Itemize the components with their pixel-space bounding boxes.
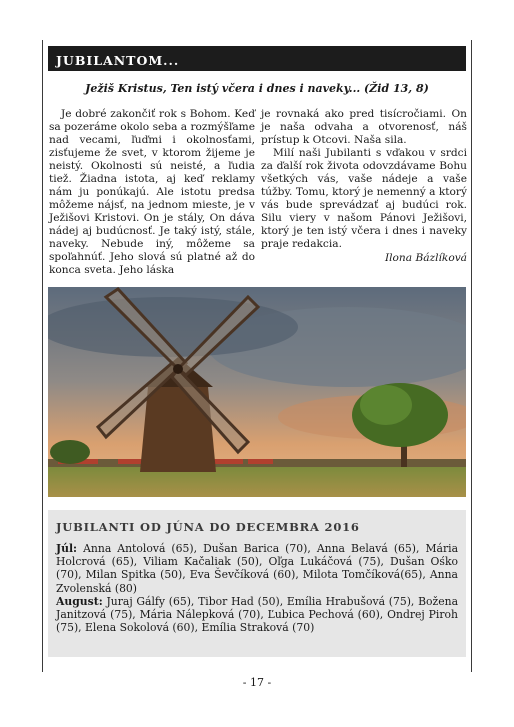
section-header: [48, 46, 466, 71]
bible-quote: Ježiš Kristus, Ten istý včera i dnes i naveky... (Žid 13, 8): [85, 82, 429, 95]
article-paragraph: Milí naši Jubilanti s vďakou v srdci za ďalší rok života odovzdávame Bohu všetkých vás, vaše nádeje a vaše túžby. Tomu, ktorý je nemenný a ktorý vás bude sprevádzať aj budúci rok. Silu viery v našom Pánovi Ježišovi, ktorý je ten istý včera i dnes i naveky praje redakcia.: [261, 147, 467, 250]
article-paragraph: je rovnaká ako pred tisícročiami. On je naša odvaha a otvorenosť, náš prístup k Otcovi. Naša sila.: [261, 108, 467, 146]
article-column-right: [261, 108, 467, 265]
page-number: - 17 -: [242, 676, 272, 689]
jubilants-box: [48, 510, 466, 657]
right-rule: [471, 40, 472, 672]
windmill-photo: [48, 287, 466, 497]
left-rule: [42, 40, 43, 672]
jubilants-title: JUBILANTI OD JÚNA DO DECEMBRA 2016: [56, 520, 360, 534]
section-title: JUBILANTOM...: [56, 53, 180, 68]
july-jubilants: Anna Antolová (65), Dušan Barica (70), Anna Belavá (65), Mária Holcrová (65), Viliam Kačaliak (50), Oľga Lukáčová (75), Dušan Ośko (70), Milan Spitka (50), Eva Ševčíková (60), Milota Tomčíková(65), Anna Zvolenská (80): [56, 542, 459, 595]
windmill-photo-illustration: [48, 287, 466, 497]
month-label-july: Júl:: [56, 542, 78, 555]
august-jubilants: Juraj Gálfy (65), Tibor Had (50), Emília Hrabušová (75), Božena Janitzová (75), Mária Nálepková (70), Ľubica Pechová (60), Ondrej Piroh (75), Elena Sokolová (60), Emília Straková (70): [56, 594, 459, 635]
jubilants-list: [56, 542, 458, 634]
article-column-left: [49, 108, 255, 277]
author-signature: Ilona Bázlíková: [384, 252, 467, 264]
month-label-august: August:: [56, 594, 103, 608]
article-paragraph: Je dobré zakončiť rok s Bohom. Keď sa pozeráme okolo seba a rozmýšľame nad vecami, ľuďmi i okolnosťami, zisťujeme že svet, v ktorom žijeme je neistý. Okolnosti sú neisté, a ľudia tiež. Žiadna istota, aj keď reklamy nám ju ponúkajú. Ale istotu predsa môžeme nájsť, na jednom mieste, je v Ježišovi Kristovi. On je stály, On dáva nádej aj budúcnosť. Je taký istý, stále, naveky. Nebude iný, môžeme sa spoľahnúť. Jeho slová sú platné až do konca sveta. Jeho láska: [49, 108, 255, 276]
